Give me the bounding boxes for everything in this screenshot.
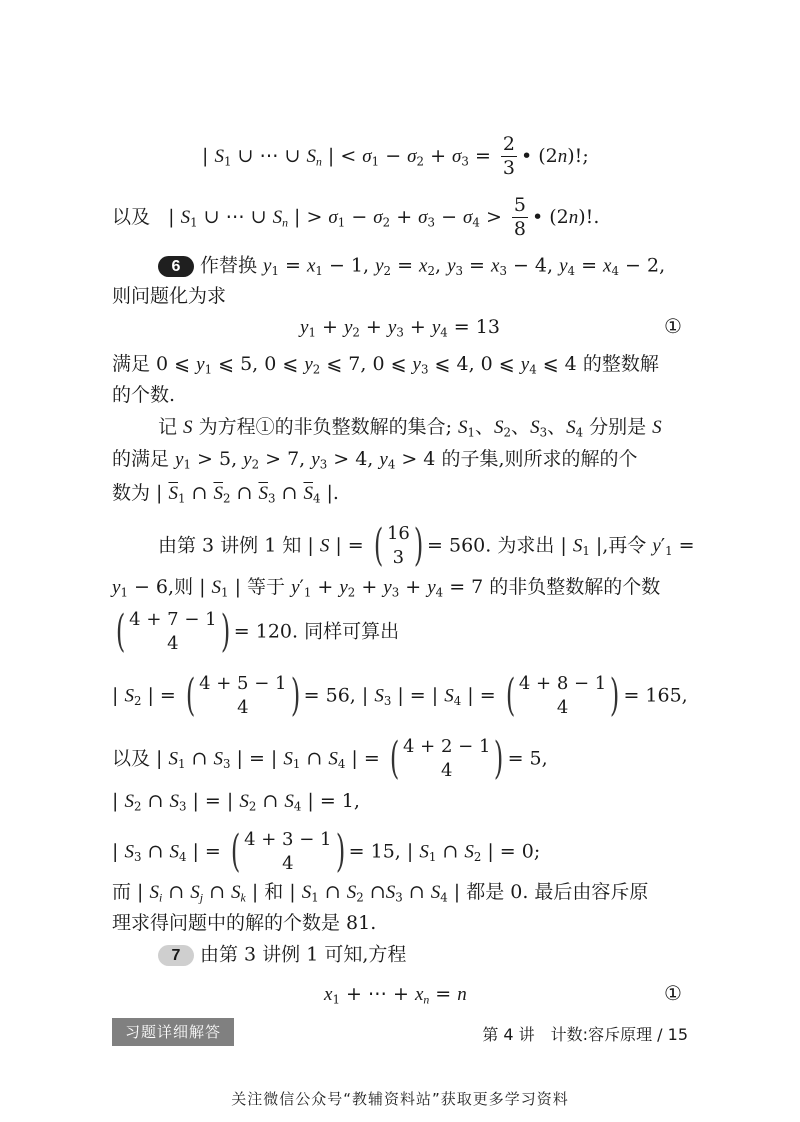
problem-7-badge: 7 — [158, 945, 194, 966]
problem-6-line-d: 的个数. — [112, 384, 176, 406]
problem-6-line-j: ( 4 + 7 − 1 4 ) = 120. 同样可算出 — [115, 606, 400, 658]
problem-6-line-m: | $S_2$ ∩ $S_3$ | = | $S_2$ ∩ $S_4$ | = 1, — [112, 790, 360, 814]
problem-6-line-c: 满足 0 ⩽ $y_1$ ⩽ 5, 0 ⩽ $y_2$ ⩽ 7, 0 ⩽ $y_3$ ⩽ 4, 0 ⩽ $y_4$ ⩽ 4 的整数解 — [112, 353, 659, 377]
problem-7-equation-tag: ① — [664, 981, 682, 1005]
problem-7-intro — [158, 945, 406, 966]
section-label: 习题详细解答 — [112, 1018, 234, 1046]
inequality-lower-line: 以及 | $S_1$ ∪ ⋯ ∪ $S_n$ | > $\sigma_1 - \sigma_2 + \sigma_3 - \sigma_4$ > $\frac{5}{8}$ • (2n)!. — [112, 194, 600, 240]
watermark-text: 关注微信公众号“教辅资料站”获取更多学习资料 — [231, 1090, 569, 1108]
line-2-prefix: 以及 — [112, 205, 151, 228]
problem-6-badge: 6 — [158, 256, 194, 277]
problem-6-line-o: 而 | $S_i$ ∩ $S_j$ ∩ $S_k$ | 和 | $S_1$ ∩ $S_2$ $\cap S_3$ ∩ $S_4$ | 都是 0. 最后由容斥原 — [112, 881, 649, 905]
problem-6-line-p: 理求得问题中的解的个数是 81. — [112, 912, 377, 934]
problem-6-line-e: 记 S 为方程①的非负整数解的集合; $S_1$、$S_2$、$S_3$、$S_4$ 分别是 S — [158, 416, 662, 440]
problem-6-intro: 6 作替换 $y_1 = x_1 - 1$, $y_2 = x_2$, $y_3 = x_3 - 4$, $y_4 = x_4 - 2$, — [158, 256, 665, 277]
problem-6-line-k: | $S_2$ | = ( 4 + 5 − 1 4 ) = 56, | $S_3$ | = | $S_4$ | = ( 4 + 8 − 1 4 ) = 165, — [112, 670, 688, 722]
page-footer-chapter: 第 4 讲 计数:容斥原理 / 15 — [482, 1025, 688, 1044]
problem-6-line-g: 数为 | $\overline{S}_1$ ∩ $\overline{S}_2$ ∩ $\overline{S}_3$ ∩ $\overline{S}_4$ |. — [112, 482, 339, 506]
inequality-upper-line: | $S_1$ ∪ ⋯ ∪ $S_n$ | < $\sigma_1 - \sigma_2 + \sigma_3$ = $\frac{2}{3}$ • (2n)!; — [202, 133, 589, 179]
problem-6-equation: $y_1 + y_2 + y_3 + y_4 = 13$ — [300, 316, 500, 340]
problem-7-equation: $x_1$ + ⋯ + $x_n = n$ — [324, 983, 467, 1007]
problem-7-intro-text: 由第 3 讲例 1 可知,方程 — [200, 943, 407, 966]
problem-6-line-f: 的满足 $y_1 > 5$, $y_2 > 7$, $y_3 > 4$, $y_4 > 4$ 的子集,则所求的解的个 — [112, 448, 638, 472]
problem-6-line-h: 由第 3 讲例 1 知 | S | = ( 16 3 ) = 560. 为求出 | $S_1$ |,再令 $y'_1$ = — [158, 520, 695, 572]
problem-6-line-l: 以及 | $S_1$ ∩ $S_3$ | = | $S_1$ ∩ $S_4$ | = ( 4 + 2 − 1 4 ) = 5, — [112, 733, 548, 785]
problem-6-line-n: | $S_3$ ∩ $S_4$ | = ( 4 + 3 − 1 4 ) = 15, | $S_1$ ∩ $S_2$ | = 0; — [112, 826, 541, 878]
problem-6-equation-tag: ① — [664, 314, 682, 338]
problem-6-line-b: 则问题化为求 — [112, 285, 227, 307]
problem-6-line-i: $y_1 - 6$,则 | $S_1$ | 等于 $y'_1 + y_2 + y_3 + y_4 = 7$ 的非负整数解的个数 — [112, 576, 661, 600]
